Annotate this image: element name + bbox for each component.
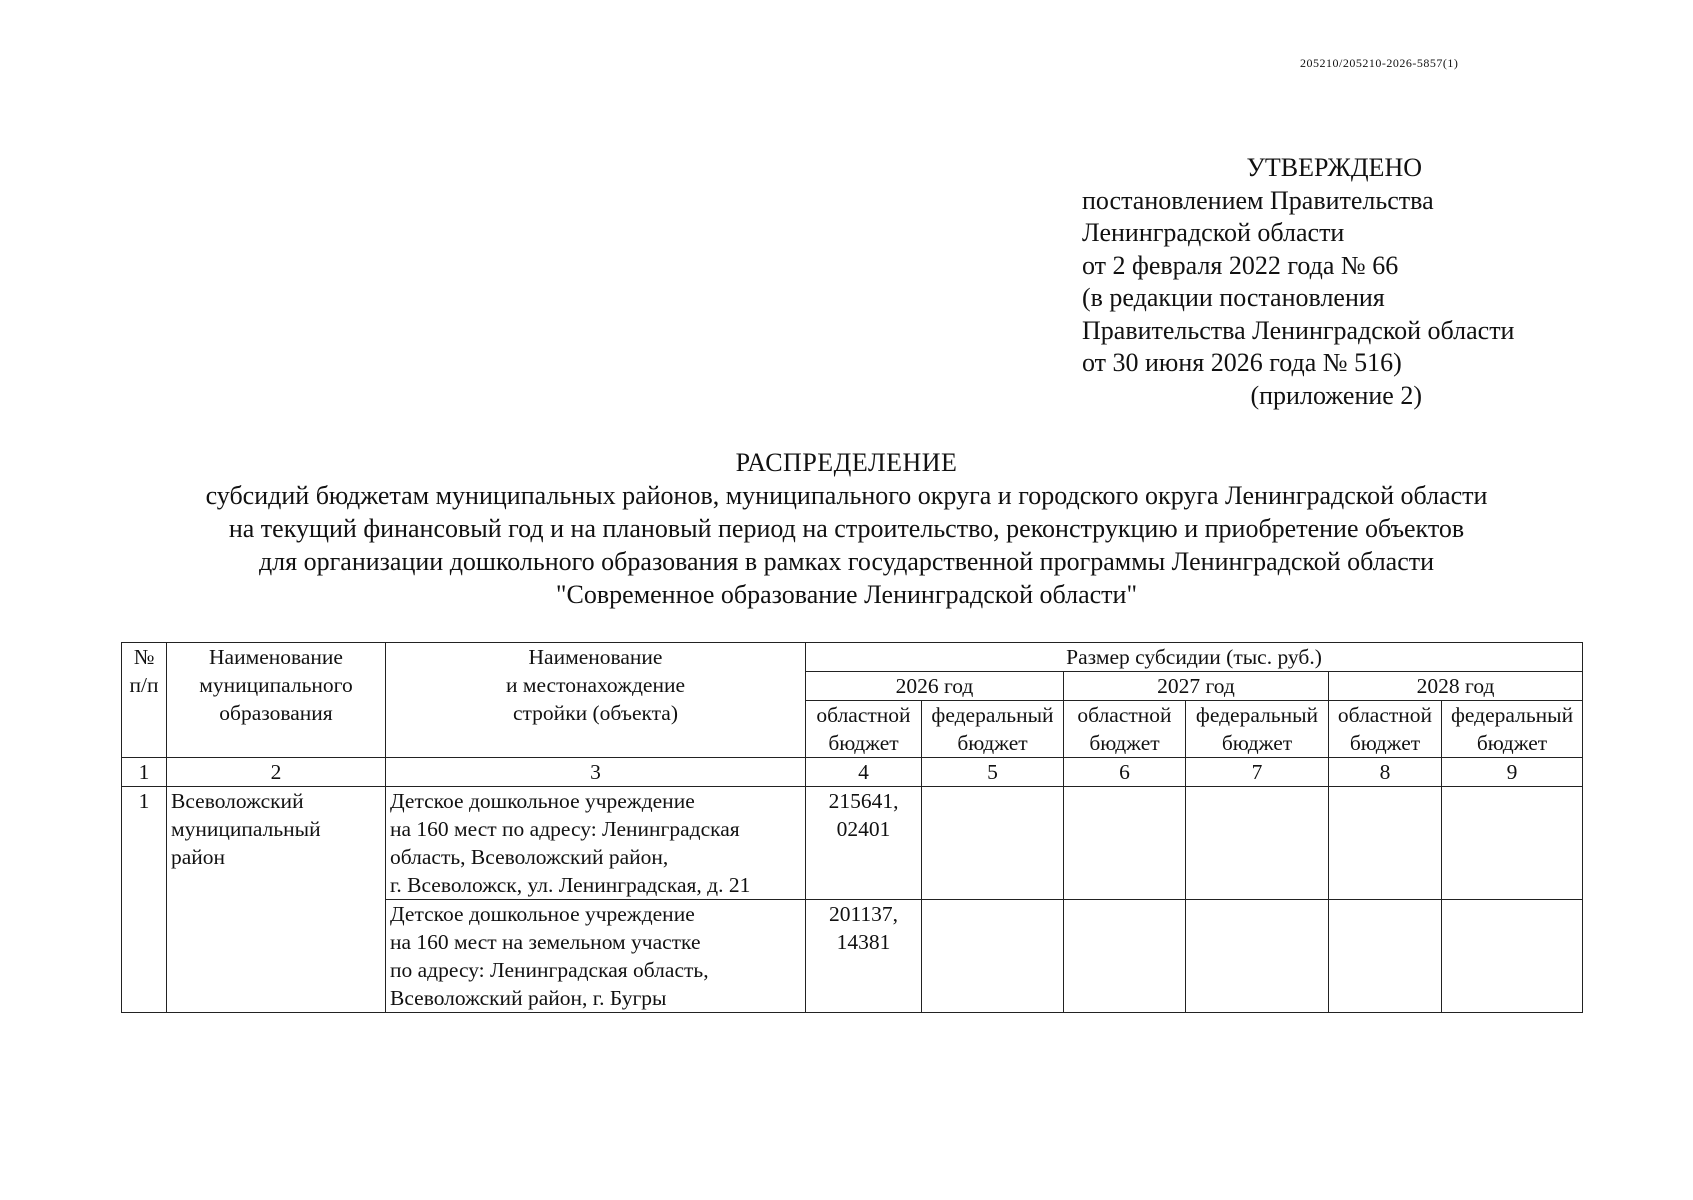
heading-title: РАСПРЕДЕЛЕНИЕ bbox=[735, 448, 958, 477]
regional-budget-2026-value: 215641, 02401 bbox=[806, 787, 922, 900]
column-number: 8 bbox=[1329, 758, 1442, 787]
empty-cell bbox=[1442, 787, 1583, 900]
column-number: 4 bbox=[806, 758, 922, 787]
header-year-2026: 2026 год bbox=[806, 672, 1064, 701]
header-year-2028: 2028 год bbox=[1329, 672, 1583, 701]
object-name: Детское дошкольное учреждение на 160 мест на земельном участке по адресу: Ленинградская область, Всеволожский район, г. Бугры bbox=[386, 900, 806, 1013]
row-number: 1 bbox=[122, 787, 167, 1013]
column-number: 1 bbox=[122, 758, 167, 787]
object-name: Детское дошкольное учреждение на 160 мест по адресу: Ленинградская область, Всеволожский район, г. Всеволожск, ул. Ленинградская, д. 21 bbox=[386, 787, 806, 900]
header-year-2027: 2027 год bbox=[1064, 672, 1329, 701]
approval-block bbox=[1082, 152, 1514, 412]
empty-cell bbox=[1064, 787, 1186, 900]
column-number: 6 bbox=[1064, 758, 1186, 787]
approval-line: Ленинградской области bbox=[1082, 218, 1345, 247]
empty-cell bbox=[1186, 787, 1329, 900]
heading-line: для организации дошкольного образования в рамках государственной программы Ленинградской области bbox=[258, 547, 1435, 576]
header-num: № п/п bbox=[122, 643, 167, 758]
column-number: 2 bbox=[167, 758, 386, 787]
header-regional-budget: областной бюджет bbox=[806, 701, 922, 758]
empty-cell bbox=[1064, 900, 1186, 1013]
header-federal-budget: федеральный бюджет bbox=[1186, 701, 1329, 758]
column-number: 9 bbox=[1442, 758, 1583, 787]
document-id: 205210/205210-2026-5857(1) bbox=[1300, 56, 1459, 70]
heading-line: на текущий финансовый год и на плановый период на строительство, реконструкцию и приобретение объектов bbox=[228, 514, 1465, 543]
appendix-label: (приложение 2) bbox=[1250, 380, 1422, 410]
header-regional-budget: областной бюджет bbox=[1064, 701, 1186, 758]
empty-cell bbox=[1442, 900, 1583, 1013]
empty-cell bbox=[1186, 900, 1329, 1013]
column-number-row bbox=[122, 758, 1583, 787]
header-federal-budget: федеральный бюджет bbox=[1442, 701, 1583, 758]
heading-line: "Современное образование Ленинградской области" bbox=[555, 580, 1138, 609]
approval-line: Правительства Ленинградской области bbox=[1082, 315, 1515, 345]
empty-cell bbox=[922, 900, 1064, 1013]
municipality-name: Всеволожский муниципальный район bbox=[167, 787, 386, 1013]
header-subsidy: Размер субсидии (тыс. руб.) bbox=[806, 643, 1583, 672]
regional-budget-2026-value: 201137, 14381 bbox=[806, 900, 922, 1013]
subsidy-table bbox=[121, 642, 1583, 1013]
column-number: 3 bbox=[386, 758, 806, 787]
header-federal-budget: федеральный бюджет bbox=[922, 701, 1064, 758]
column-number: 7 bbox=[1186, 758, 1329, 787]
column-number: 5 bbox=[922, 758, 1064, 787]
approval-title: УТВЕРЖДЕНО bbox=[1246, 153, 1422, 182]
approval-line: от 30 июня 2026 года № 516) bbox=[1082, 348, 1402, 377]
empty-cell bbox=[1329, 787, 1442, 900]
approval-line: от 2 февраля 2022 года № 66 bbox=[1082, 250, 1399, 280]
document-heading bbox=[0, 446, 1693, 611]
empty-cell bbox=[1329, 900, 1442, 1013]
approval-line: постановлением Правительства bbox=[1082, 185, 1434, 215]
empty-cell bbox=[922, 787, 1064, 900]
heading-line: субсидий бюджетам муниципальных районов, муниципального округа и городского округа Ленинградской области bbox=[205, 481, 1488, 510]
header-municipality: Наименование муниципального образования bbox=[167, 643, 386, 758]
header-object: Наименование и местонахождение стройки (объекта) bbox=[386, 643, 806, 758]
approval-line: (в редакции постановления bbox=[1082, 283, 1385, 312]
header-regional-budget: областной бюджет bbox=[1329, 701, 1442, 758]
table-row bbox=[122, 787, 1583, 900]
